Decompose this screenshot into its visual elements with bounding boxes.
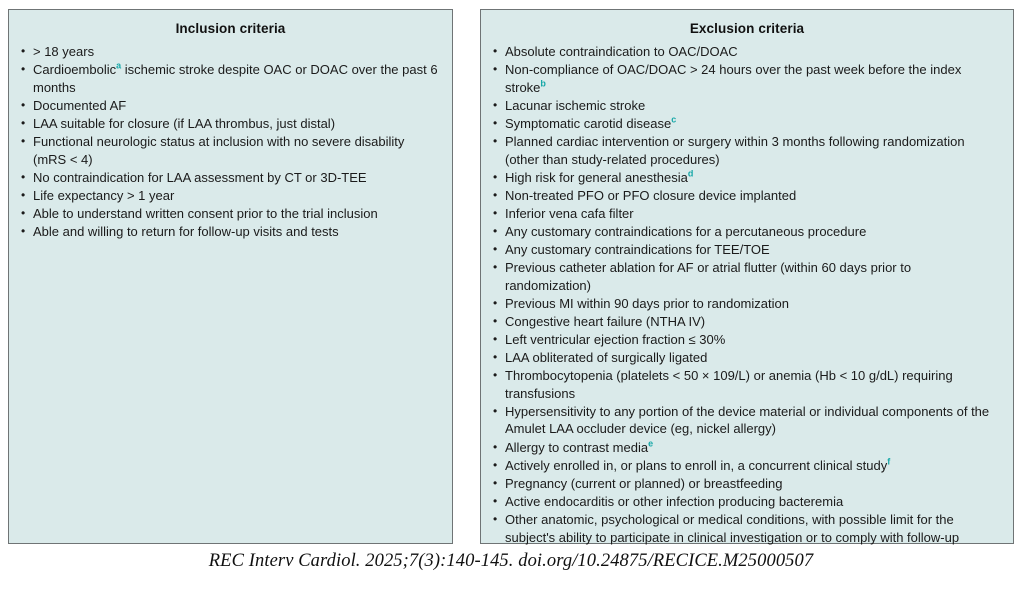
criteria-item [489, 259, 1005, 294]
criteria-item [489, 187, 1005, 205]
criteria-item [489, 115, 1005, 133]
footnote-marker: b [540, 78, 546, 89]
criteria-item-text: Previous catheter ablation for AF or atrial flutter (within 60 days prior to randomization) [505, 260, 912, 293]
criteria-item-text: Non-compliance of OAC/DOAC > 24 hours over the past week before the index stroke [505, 62, 962, 95]
criteria-item [489, 169, 1005, 187]
criteria-item [489, 241, 1005, 259]
criteria-item [17, 133, 444, 168]
criteria-item-text: > 18 years [33, 44, 95, 59]
criteria-item [489, 511, 1005, 546]
criteria-item-text: Planned cardiac intervention or surgery within 3 months following randomization (other than study-related procedures) [505, 133, 965, 167]
criteria-item [489, 205, 1005, 223]
criteria-item-text: Previous MI within 90 days prior to randomization [505, 295, 789, 311]
criteria-item [489, 457, 1005, 475]
criteria-item-text: Any customary contraindications for a percutaneous procedure [505, 223, 867, 239]
criteria-item [489, 133, 1005, 168]
criteria-item [17, 187, 444, 205]
criteria-panels [8, 9, 1014, 544]
criteria-item-text: Absolute contraindication to OAC/DOAC [505, 44, 738, 59]
criteria-item [489, 43, 1005, 61]
criteria-item-text: Non-treated PFO or PFO closure device implanted [505, 187, 797, 203]
criteria-item [489, 97, 1005, 115]
criteria-item-text: Other anatomic, psychological or medical conditions, with possible limit for the subject's ability to participate in clinical investigation or to comply with follow-up [505, 511, 960, 545]
criteria-item-text: Congestive heart failure (NTHA IV) [505, 313, 706, 329]
criteria-item-text: Inferior vena cafa filter [505, 205, 634, 221]
criteria-item-text: No contraindication for LAA assessment by CT or 3D-TEE [33, 169, 367, 185]
inclusion-criteria-list [17, 43, 444, 241]
criteria-item-text: Cardioembolic [33, 62, 117, 78]
footnote-marker: e [648, 438, 654, 449]
criteria-item-text: LAA obliterated of surgically ligated [505, 350, 708, 366]
criteria-item-text: Thrombocytopenia (platelets < 50 × 109/L) or anemia (Hb < 10 g/dL) requiring transfusions [505, 368, 953, 401]
footnote-marker: f [887, 456, 891, 467]
criteria-item-text: High risk for general anesthesia [505, 169, 688, 185]
criteria-item [17, 115, 444, 133]
inclusion-criteria-panel [8, 9, 453, 544]
criteria-item-text: Any customary contraindications for TEE/TOE [505, 242, 770, 258]
criteria-item [17, 97, 444, 115]
criteria-item-text: Able to understand written consent prior to the trial inclusion [33, 205, 378, 221]
exclusion-criteria-panel [480, 9, 1014, 544]
criteria-item-text: Left ventricular ejection fraction ≤ 30% [505, 332, 726, 347]
criteria-item [489, 475, 1005, 493]
criteria-item [489, 439, 1005, 457]
criteria-item-text: Symptomatic carotid disease [505, 115, 672, 131]
criteria-item-text: LAA suitable for closure (if LAA thrombus, just distal) [33, 115, 336, 131]
criteria-item [489, 403, 1005, 438]
footnote-marker: d [687, 168, 694, 179]
footnote-marker: a [116, 60, 122, 71]
exclusion-criteria-list [489, 43, 1005, 546]
criteria-item [489, 313, 1005, 331]
criteria-item-text: Actively enrolled in, or plans to enroll in, a concurrent clinical study [505, 457, 888, 473]
criteria-item-text: Able and willing to return for follow-up visits and tests [33, 223, 339, 239]
criteria-item-text: Functional neurologic status at inclusion with no severe disability (mRS < 4) [33, 133, 405, 167]
criteria-item [489, 61, 1005, 96]
criteria-item-text: Active endocarditis or other infection producing bacteremia [505, 493, 844, 509]
criteria-item [489, 223, 1005, 241]
criteria-item [17, 61, 444, 96]
criteria-item [17, 43, 444, 61]
footnote-marker: c [671, 114, 677, 125]
criteria-item [489, 295, 1005, 313]
exclusion-panel-title: Exclusion criteria [689, 21, 805, 36]
criteria-item-text: ischemic stroke despite OAC or DOAC over the past 6 months [33, 62, 438, 95]
inclusion-panel-title: Inclusion criteria [175, 21, 286, 36]
criteria-item-text: Life expectancy > 1 year [33, 187, 175, 203]
criteria-item-text: Documented AF [33, 97, 127, 113]
figure-caption: REC Interv Cardiol. 2025;7(3):140-145. doi.org/10.24875/RECICE.M25000507 [208, 551, 814, 571]
criteria-item [17, 205, 444, 223]
criteria-item-text: Lacunar ischemic stroke [505, 97, 646, 113]
criteria-item [17, 223, 444, 241]
criteria-item [489, 367, 1005, 402]
criteria-item-text: Hypersensitivity to any portion of the device material or individual components of the Amulet LAA occluder device (eg, nickel allergy) [505, 403, 990, 437]
criteria-item-text: Allergy to contrast media [505, 439, 649, 455]
criteria-item [17, 169, 444, 187]
criteria-item [489, 493, 1005, 511]
criteria-item-text: Pregnancy (current or planned) or breastfeeding [505, 475, 783, 491]
criteria-item [489, 349, 1005, 367]
criteria-item [489, 331, 1005, 349]
